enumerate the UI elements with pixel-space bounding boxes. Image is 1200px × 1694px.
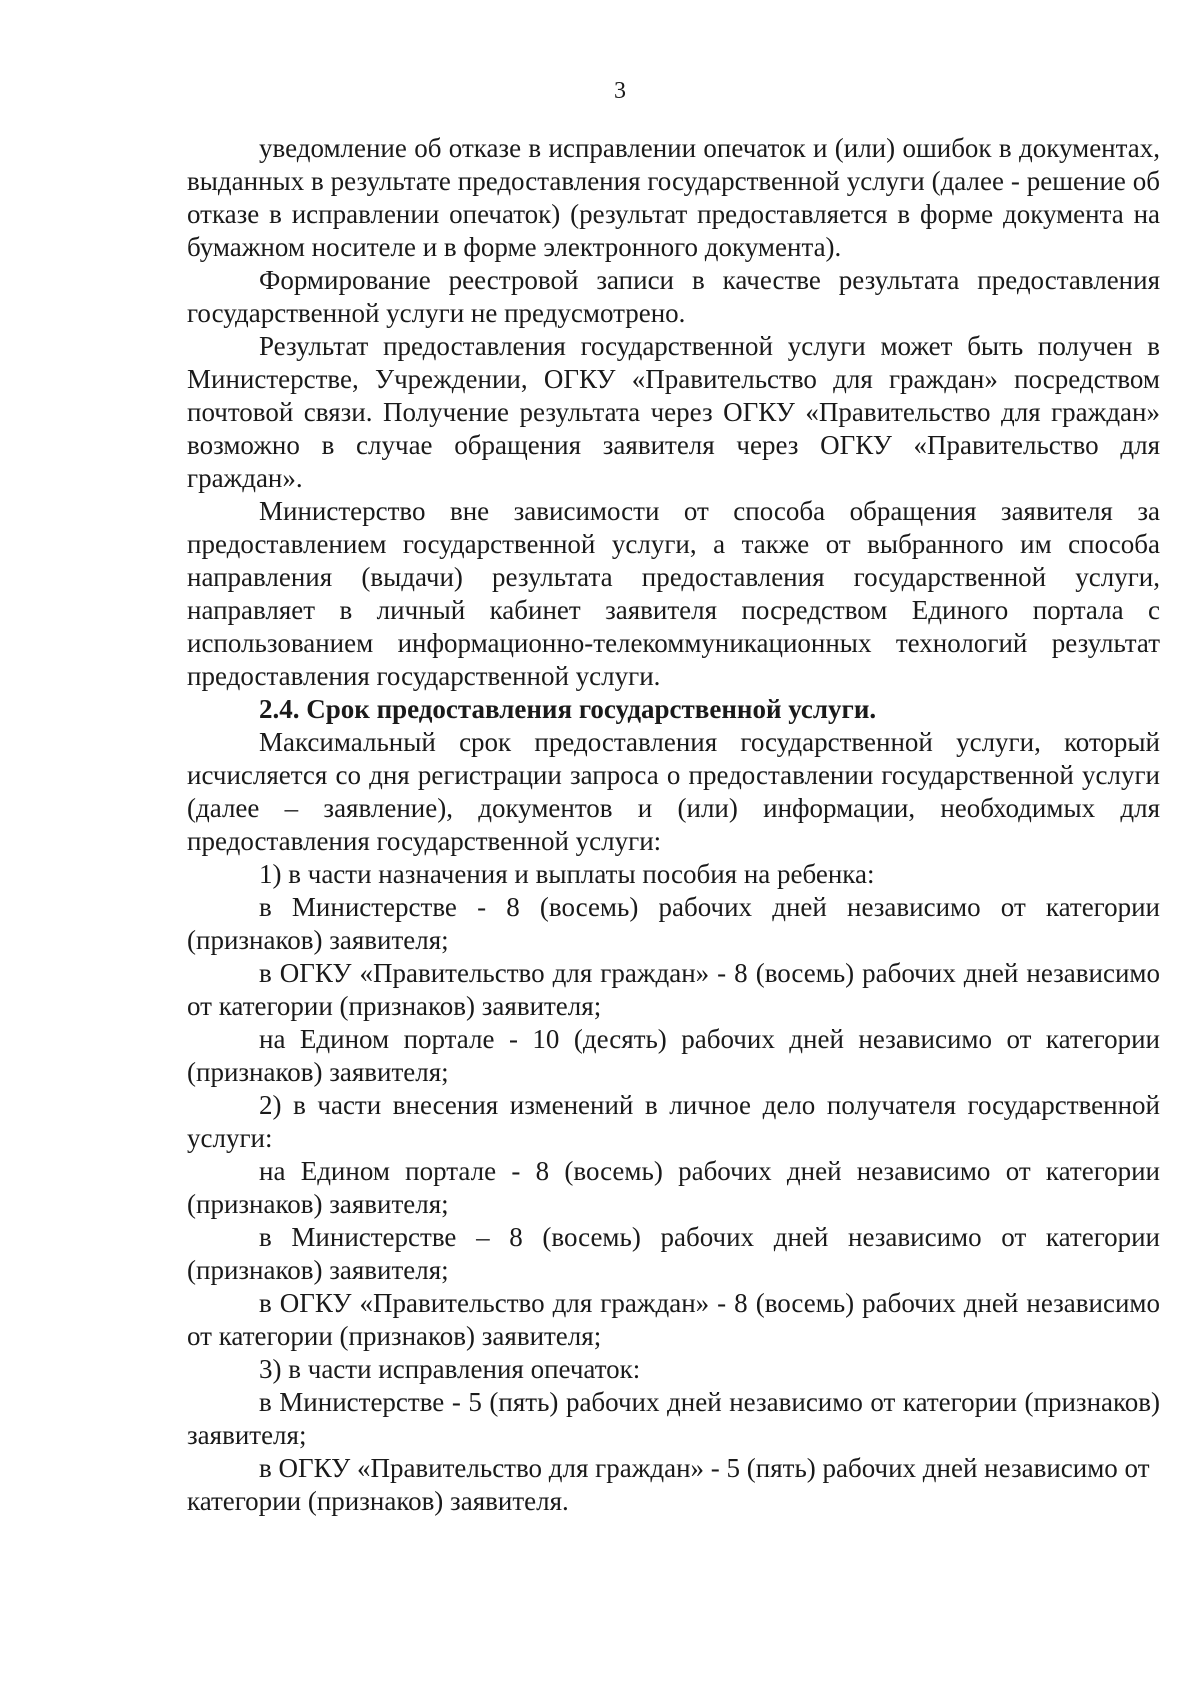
- list-item-3-ogku: в ОГКУ «Правительство для граждан» - 5 (пять) рабочих дней независимо от категории (признаков) заявителя.: [187, 1453, 1150, 1516]
- list-item-2: 2) в части внесения изменений в личное дело получателя государственной услуги:: [187, 1090, 1160, 1153]
- paragraph-result-delivery: Результат предоставления государственной услуги может быть получен в Министерстве, Учреждении, ОГКУ «Правительство для граждан» посредством почтовой связи. Получение результата через ОГКУ «Правительство для граждан» возможно в случае обращения заявителя через ОГКУ «Правительство для граждан».: [187, 331, 1160, 493]
- list-item-1: 1) в части назначения и выплаты пособия на ребенка:: [259, 859, 875, 889]
- paragraph-ministry-cabinet: Министерство вне зависимости от способа обращения заявителя за предоставлением государственной услуги, а также от выбранного им способа направления (выдачи) результата предоставления государственной услуги, направляет в личный кабинет заявителя посредством Единого портала с использованием информационно-телекоммуникационных технологий результат предоставления государственной услуги.: [187, 496, 1160, 691]
- paragraph-max-term: Максимальный срок предоставления государственной услуги, который исчисляется со дня регистрации запроса о предоставлении государственной услуги (далее – заявление), документов и (или) информации, необходимых для предоставления государственной услуги:: [187, 727, 1160, 856]
- list-item-2-portal: на Едином портале - 8 (восемь) рабочих дней независимо от категории (признаков) заявителя;: [187, 1156, 1160, 1219]
- document-body: [187, 132, 1160, 1518]
- list-item-3: 3) в части исправления опечаток:: [259, 1354, 641, 1384]
- paragraph-registry-record: Формирование реестровой записи в качестве результата предоставления государственной услуги не предусмотрено.: [187, 265, 1160, 328]
- paragraph-correction-refusal: уведомление об отказе в исправлении опечаток и (или) ошибок в документах, выданных в результате предоставления государственной услуги (далее - решение об отказе в исправлении опечаток) (результат предоставляется в форме документа на бумажном носителе и в форме электронного документа).: [187, 133, 1160, 262]
- section-heading: 2.4. Срок предоставления государственной услуги.: [259, 694, 877, 724]
- page-number: 3: [614, 78, 626, 104]
- list-item-1-ministry: в Министерстве - 8 (восемь) рабочих дней независимо от категории (признаков) заявителя;: [187, 892, 1160, 955]
- list-item-2-ogku: в ОГКУ «Правительство для граждан» - 8 (восемь) рабочих дней независимо от категории (признаков) заявителя;: [187, 1288, 1160, 1351]
- list-item-2-ministry: в Министерстве – 8 (восемь) рабочих дней независимо от категории (признаков) заявителя;: [187, 1222, 1160, 1285]
- list-item-3-ministry: в Министерстве - 5 (пять) рабочих дней независимо от категории (признаков) заявителя;: [187, 1387, 1160, 1450]
- list-item-1-portal: на Едином портале - 10 (десять) рабочих дней независимо от категории (признаков) заявителя;: [187, 1024, 1160, 1087]
- list-item-1-ogku: в ОГКУ «Правительство для граждан» - 8 (восемь) рабочих дней независимо от категории (признаков) заявителя;: [187, 958, 1160, 1021]
